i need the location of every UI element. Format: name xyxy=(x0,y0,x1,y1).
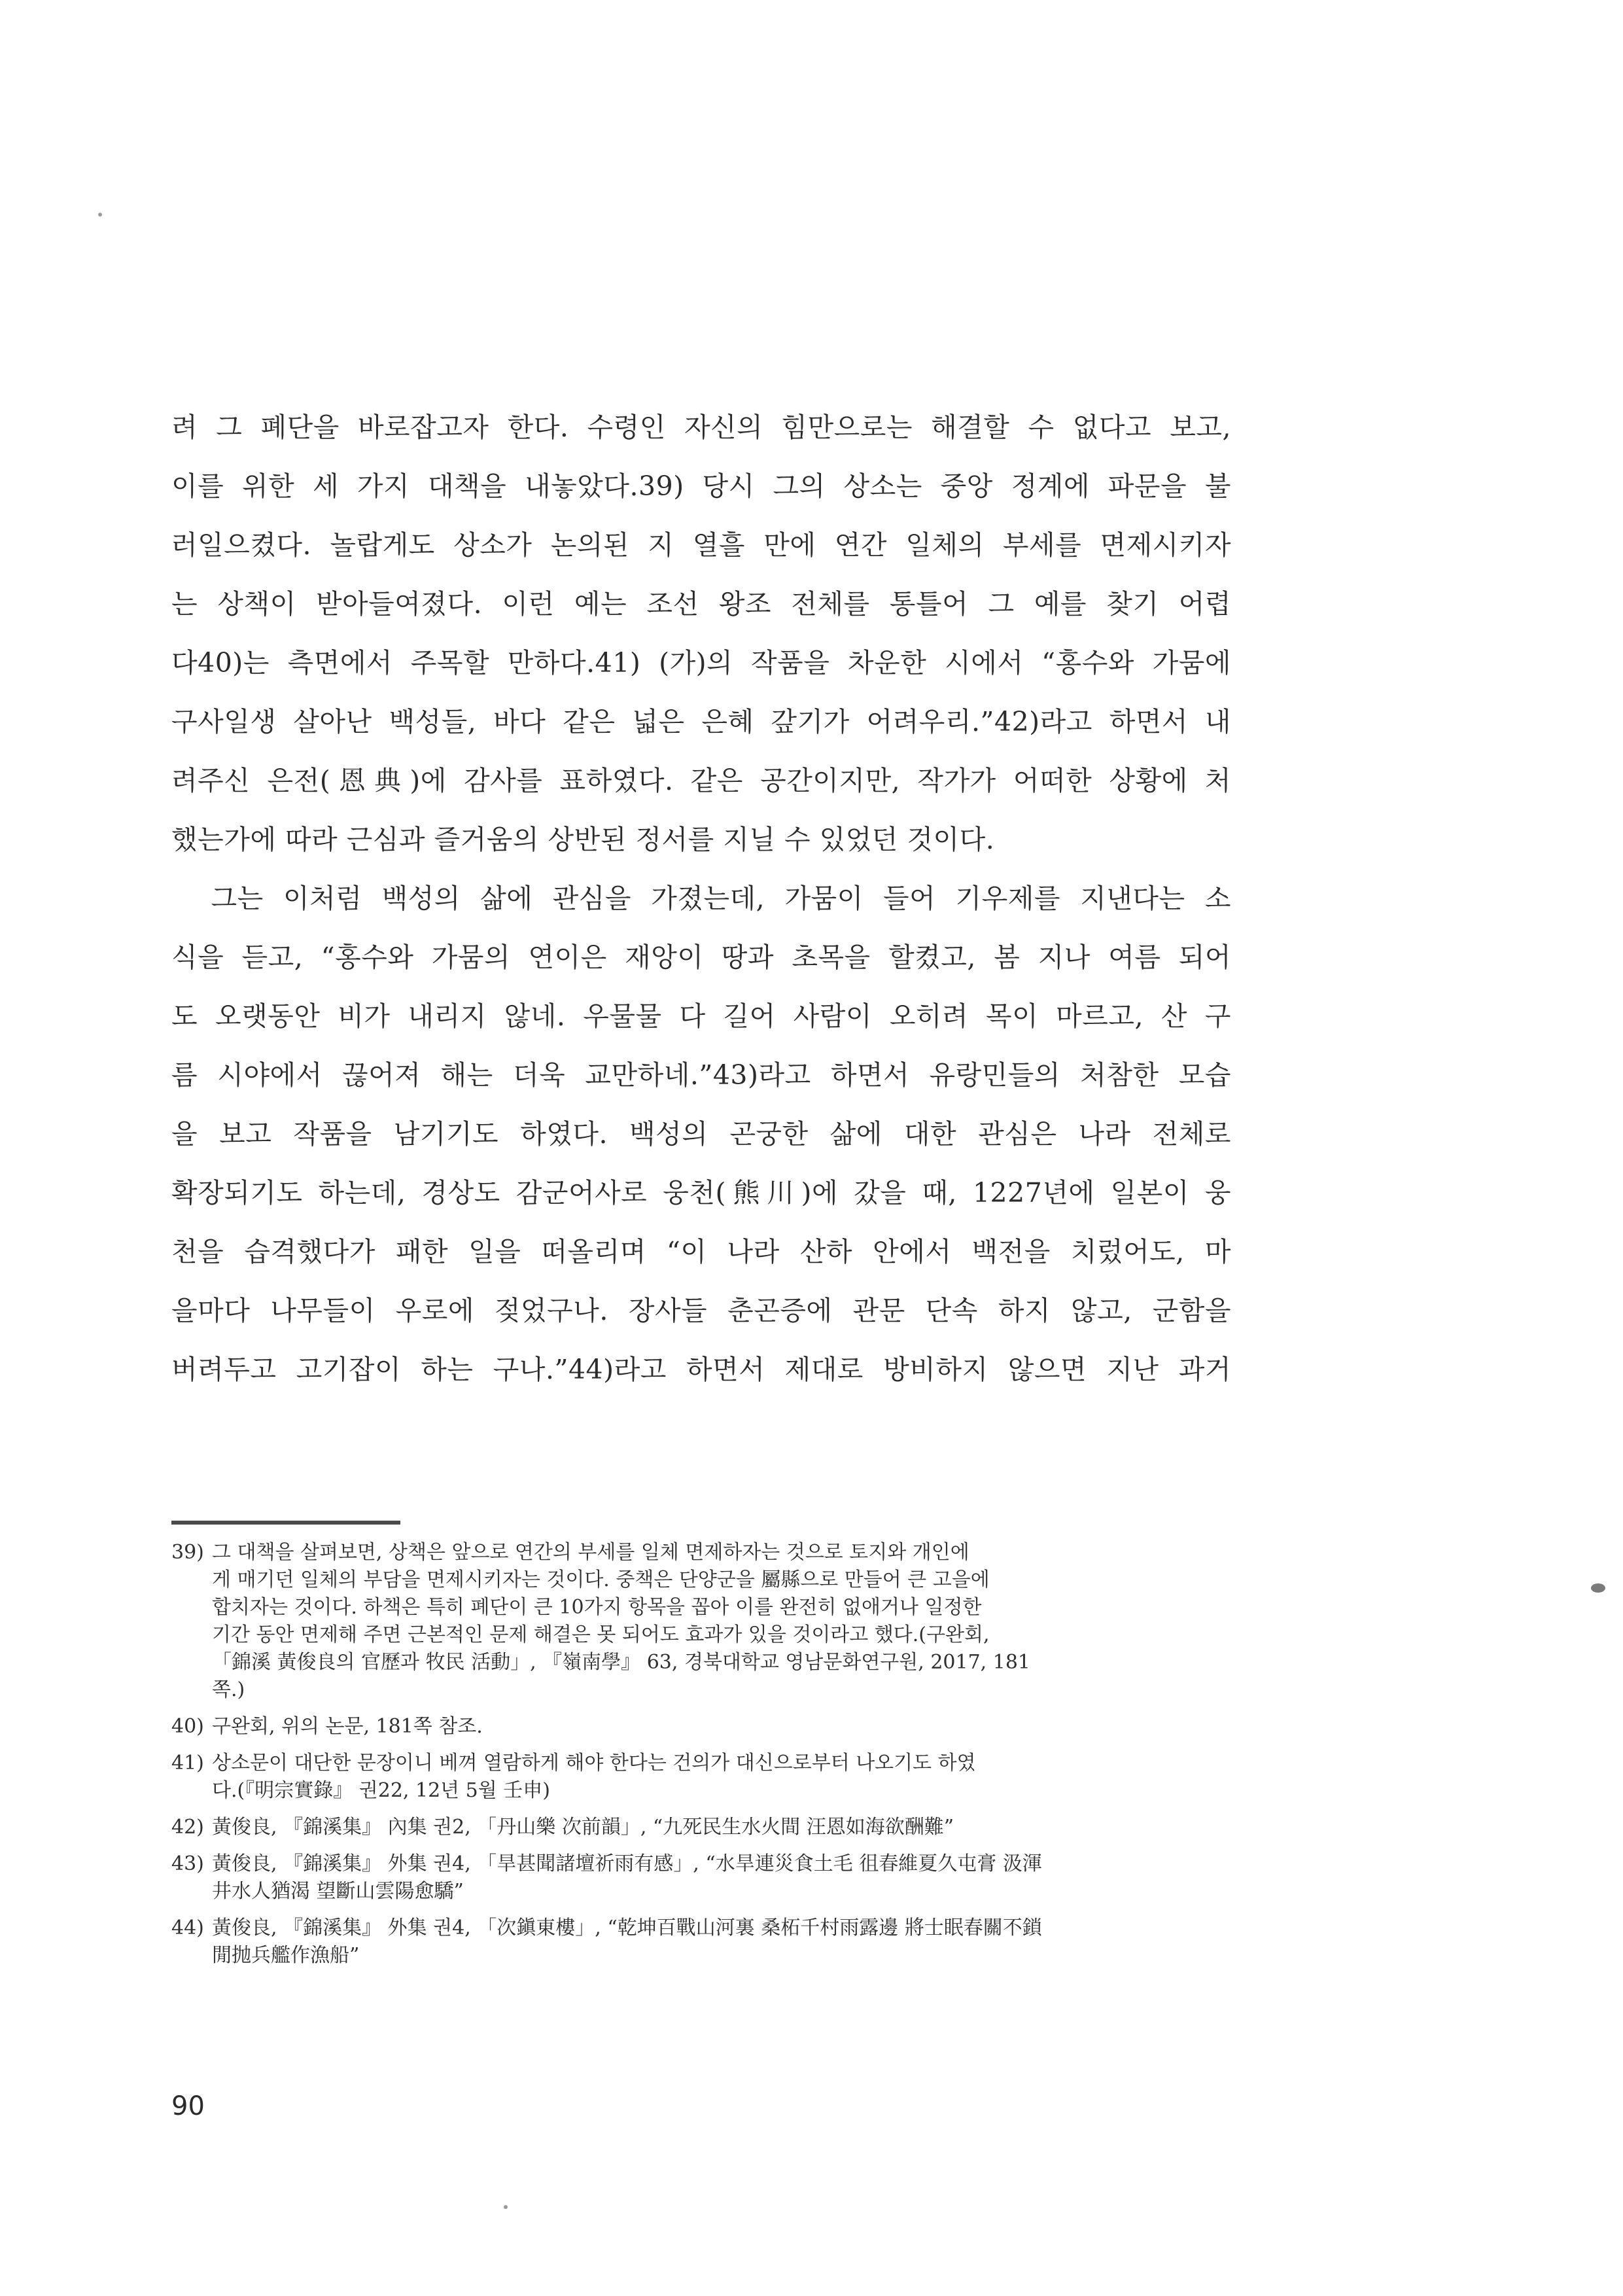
footnote-line: 게 매기던 일체의 부담을 면제시키자는 것이다. 중책은 단양군을 屬縣으로 만들어 큰 고을에 xyxy=(212,1568,990,1591)
footnote-number: 42) xyxy=(171,1816,204,1839)
body-line: 려주신 은전(恩典)에 감사를 표하였다. 같은 공간이지만, 작가가 어떠한 상황에 처 xyxy=(171,765,1231,796)
footnote-line: 閒抛兵艦作漁船” xyxy=(212,1944,360,1967)
footnote-number: 39) xyxy=(171,1541,204,1564)
footnote-line: 상소문이 대단한 문장이니 베껴 열람하게 해야 한다는 건의가 대신으로부터 나오기도 하였 xyxy=(212,1752,976,1775)
body-line: 버려두고 고기잡이 하는 구나.”44)라고 하면서 제대로 방비하지 않으면 지난 과거 xyxy=(171,1354,1231,1385)
body-line: 천을 습격했다가 패한 일을 떠올리며 “이 나라 산하 안에서 백전을 치렀어도, 마 xyxy=(171,1236,1231,1267)
body-line: 러일으켰다. 놀랍게도 상소가 논의된 지 열흘 만에 연간 일체의 부세를 면제시키자 xyxy=(171,529,1231,561)
footnote-line: 「錦溪 黃俊良의 官歷과 牧民 活動」, 『嶺南學』 63, 경북대학교 영남문화연구원, 2017, 181 xyxy=(212,1651,1031,1674)
footnote-41 xyxy=(171,1750,1231,1805)
body-line: 그는 이처럼 백성의 삶에 관심을 가졌는데, 가뭄이 들어 기우제를 지낸다는 소 xyxy=(171,883,1231,914)
body-line: 식을 듣고, “홍수와 가뭄의 연이은 재앙이 땅과 초목을 할켰고, 봄 지나 여름 되어 xyxy=(171,942,1231,973)
footnote-line: 다.(『明宗實錄』 권22, 12년 5월 壬申) xyxy=(212,1779,550,1802)
footnote-line: 黃俊良, 『錦溪集』 外集 권4, 「次鎭東樓」, “乾坤百戰山河裏 桑柘千村雨露邊 將士眠春關不鎖 xyxy=(212,1916,1042,1939)
body-line: 을 보고 작품을 남기기도 하였다. 백성의 곤궁한 삶에 대한 관심은 나라 전체로 xyxy=(171,1118,1231,1150)
body-line: 름 시야에서 끊어져 해는 더욱 교만하네.”43)라고 하면서 유랑민들의 처참한 모습 xyxy=(171,1059,1231,1091)
footnote-number: 43) xyxy=(171,1852,204,1875)
body-line: 했는가에 따라 근심과 즐거움의 상반된 정서를 지닐 수 있었던 것이다. xyxy=(171,824,995,855)
body-line: 구사일생 살아난 백성들, 바다 같은 넓은 은혜 갚기가 어려우리.”42)라고 하면서 내 xyxy=(171,706,1231,737)
footnote-line: 黃俊良, 『錦溪集』 外集 권4, 「旱甚聞諸壇祈雨有感」, “水旱連災食土毛 徂春維夏久屯膏 汲渾 xyxy=(212,1852,1042,1875)
footnote-line: 기간 동안 면제해 주면 근본적인 문제 해결은 못 되어도 효과가 있을 것이라고 했다.(구완회, xyxy=(212,1623,990,1646)
footnote-line: 구완회, 위의 논문, 181쪽 참조. xyxy=(212,1715,483,1738)
scan-speck xyxy=(1591,1583,1605,1593)
footnote-line: 그 대책을 살펴보면, 상책은 앞으로 연간의 부세를 일체 면제하자는 것으로 토지와 개인에 xyxy=(212,1541,969,1564)
body-line: 는 상책이 받아들여졌다. 이런 예는 조선 왕조 전체를 통틀어 그 예를 찾기 어렵 xyxy=(171,588,1231,620)
footnote-number: 40) xyxy=(171,1715,204,1738)
body-line: 이를 위한 세 가지 대책을 내놓았다.39) 당시 그의 상소는 중앙 정계에 파문을 불 xyxy=(171,470,1231,502)
scan-speck xyxy=(504,2205,508,2209)
footnote-number: 44) xyxy=(171,1916,204,1939)
scan-speck xyxy=(98,213,102,217)
footnote-number: 41) xyxy=(171,1752,204,1775)
footnote-44 xyxy=(171,1915,1231,1969)
footnote-42 xyxy=(171,1814,1231,1841)
footnotes xyxy=(171,1539,1231,1979)
body-line: 도 오랫동안 비가 내리지 않네. 우물물 다 길어 사람이 오히려 목이 마르고, 산 구 xyxy=(171,1000,1231,1032)
body-text xyxy=(171,398,1231,1399)
footnote-line: 쪽.) xyxy=(212,1678,245,1701)
body-line: 려 그 폐단을 바로잡고자 한다. 수령인 자신의 힘만으로는 해결할 수 없다고 보고, xyxy=(171,412,1231,443)
footnote-43 xyxy=(171,1850,1231,1905)
footnote-divider xyxy=(171,1521,400,1525)
body-line: 을마다 나무들이 우로에 젖었구나. 장사들 춘곤증에 관문 단속 하지 않고, 군함을 xyxy=(171,1295,1231,1326)
footnote-39 xyxy=(171,1539,1231,1704)
body-line: 확장되기도 하는데, 경상도 감군어사로 웅천(熊川)에 갔을 때, 1227년에 일본이 웅 xyxy=(171,1177,1231,1209)
footnote-line: 井水人猶渴 望斷山雲陽愈驕” xyxy=(212,1880,464,1903)
footnote-40 xyxy=(171,1713,1231,1740)
footnote-line: 黃俊良, 『錦溪集』 內集 권2, 「丹山樂 次前韻」, “九死民生水火間 汪恩如海欲酬難” xyxy=(212,1816,954,1839)
footnote-line: 합치자는 것이다. 하책은 특히 폐단이 큰 10가지 항목을 꼽아 이를 완전히 없애거나 일정한 xyxy=(212,1596,982,1619)
body-line: 다40)는 측면에서 주목할 만하다.41) (가)의 작품을 차운한 시에서 “홍수와 가뭄에 xyxy=(171,647,1231,679)
page-number: 90 xyxy=(171,2091,205,2121)
